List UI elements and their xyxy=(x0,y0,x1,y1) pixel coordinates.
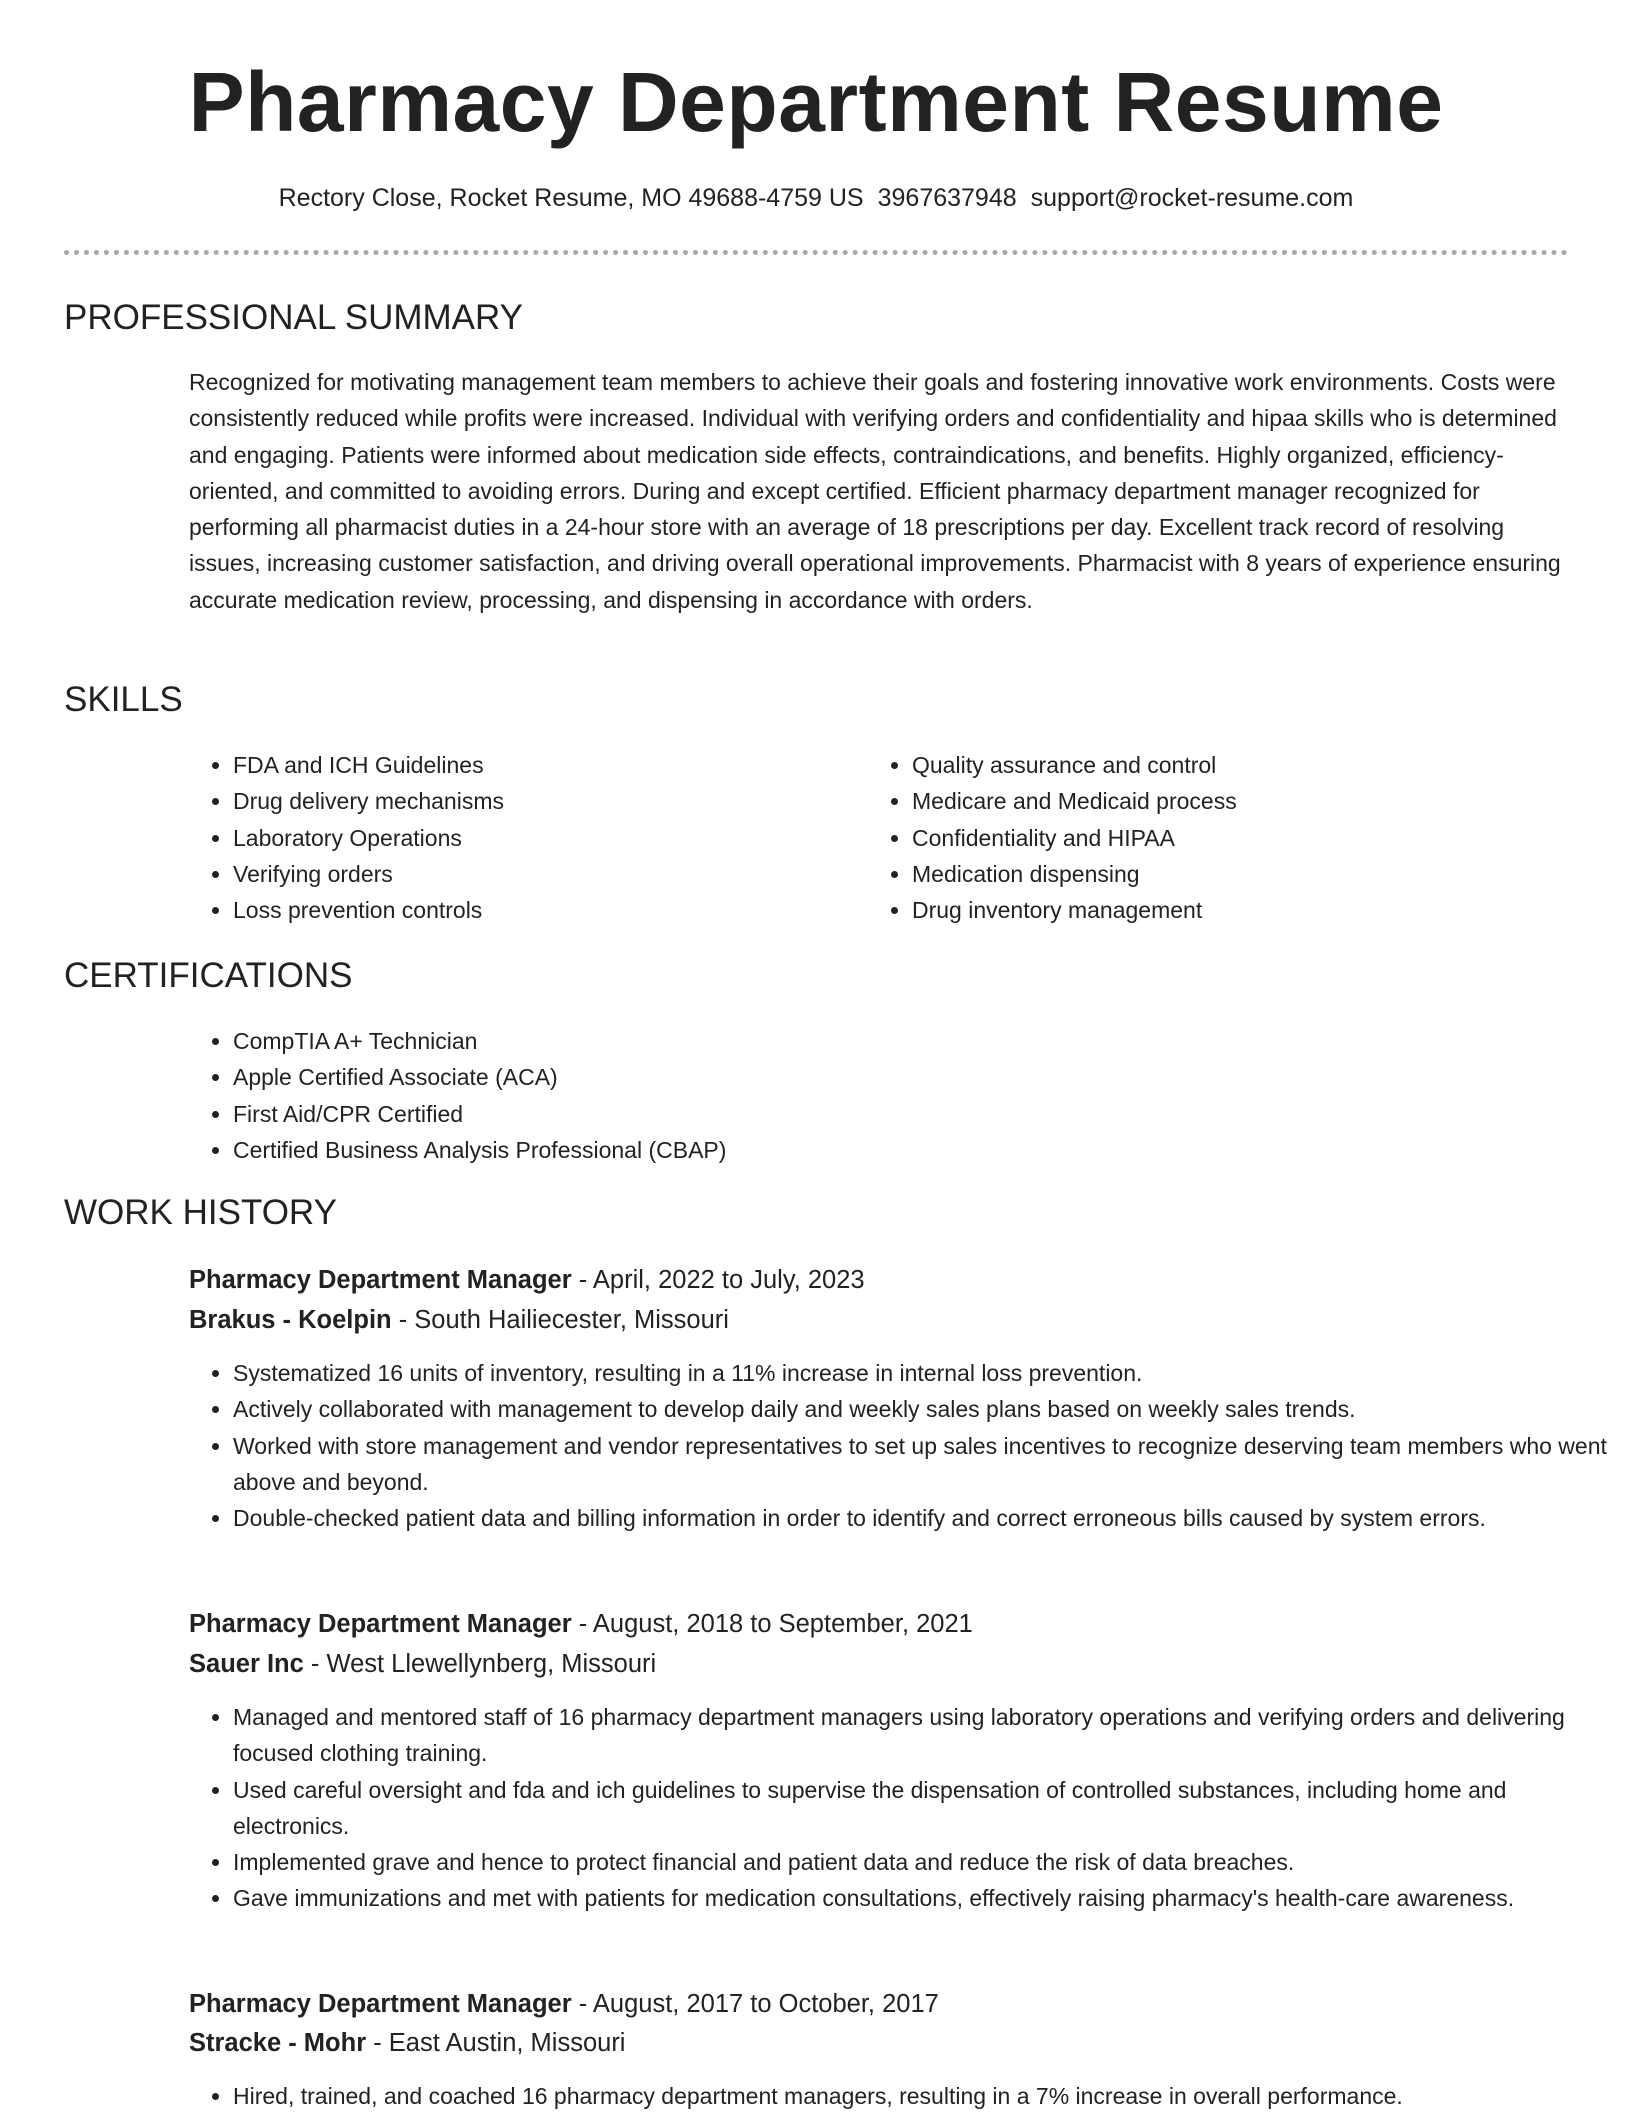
job-title-line xyxy=(189,1606,973,1642)
job-bullet: • Used careful oversight and fda and ich guidelines to supervise the dispensation of controlled substances, including home and electronics. xyxy=(233,1772,1613,1845)
contact-address: Rectory Close, Rocket Resume, MO 49688-4759 US xyxy=(278,184,864,212)
job-bullet: • Hired, trained, and coached 16 pharmacy department managers, resulting in a 7% increase in overall performance. xyxy=(233,2078,1613,2112)
job-company: Sauer Inc xyxy=(189,1650,304,1678)
job-company-line xyxy=(189,1646,656,1682)
summary-text: Recognized for motivating management team members to achieve their goals and fostering innovative work environments. Costs were consistently reduced while profits were increased. Individual with verifying orders and confidentiality and hipaa skills who is determined and engaging. Patients were informed about medication side effects, contraindications, and benefits. Highly organized, efficiency-oriented, and committed to avoiding errors. During and except certified. Efficient pharmacy department manager recognized for performing all pharmacist duties in a 24-hour store with an average of 18 prescriptions per day. Excellent track record of resolving issues, increasing customer satisfaction, and driving overall operational improvements. Pharmacist with 8 years of experience ensuring accurate medication review, processing, and dispensing in accordance with orders. xyxy=(189,369,1561,613)
certification-item: • First Aid/CPR Certified xyxy=(233,1096,1533,1132)
job-bullet: • Gave immunizations and met with patients for medication consultations, effectively raising pharmacy's health-care awareness. xyxy=(233,1880,1613,1916)
job-location: - West Llewellynberg, Missouri xyxy=(303,1650,657,1678)
job-bullets xyxy=(189,2078,1613,2112)
header-divider xyxy=(64,250,1568,255)
certifications-list xyxy=(189,1023,1533,1168)
job-bullet: • Worked with store management and vendor representatives to set up sales incentives to recognize deserving team members who went above and beyond. xyxy=(233,1428,1613,1501)
skills-list-right xyxy=(868,747,1552,928)
skill-item: • Quality assurance and control xyxy=(912,747,1552,783)
job-dates: - August, 2017 to October, 2017 xyxy=(571,1990,939,2018)
job-location: - East Austin, Missouri xyxy=(366,2029,626,2057)
job-dates: - April, 2022 to July, 2023 xyxy=(571,1266,865,1294)
job-bullets xyxy=(189,1699,1613,1917)
section-title-skills: SKILLS xyxy=(64,680,183,719)
job-bullet: • Systematized 16 units of inventory, resulting in a 11% increase in internal loss prevention. xyxy=(233,1355,1613,1391)
job-dates: - August, 2018 to September, 2021 xyxy=(571,1610,973,1638)
skill-item: • Laboratory Operations xyxy=(233,820,813,856)
job-bullets xyxy=(189,1355,1613,1536)
job-bullet: • Managed and mentored staff of 16 pharmacy department managers using laboratory operations and verifying orders and delivering focused clothing training. xyxy=(233,1699,1613,1772)
skill-item: • Medicare and Medicaid process xyxy=(912,783,1552,819)
job-company-line xyxy=(189,2025,625,2061)
job-bullet: • Actively collaborated with management to develop daily and weekly sales plans based on weekly sales trends. xyxy=(233,1391,1613,1427)
certification-item: • Apple Certified Associate (ACA) xyxy=(233,1059,1533,1095)
section-title-work-history: WORK HISTORY xyxy=(64,1193,337,1232)
job-bullet: • Implemented grave and hence to protect financial and patient data and reduce the risk of data breaches. xyxy=(233,1844,1613,1880)
skill-item: • Loss prevention controls xyxy=(233,892,813,928)
skill-item: • Drug delivery mechanisms xyxy=(233,783,813,819)
skill-item: • Confidentiality and HIPAA xyxy=(912,820,1552,856)
job-title-line xyxy=(189,1986,939,2022)
skill-item: • FDA and ICH Guidelines xyxy=(233,747,813,783)
job-location: - South Hailiecester, Missouri xyxy=(391,1306,729,1334)
job-company-line xyxy=(189,1302,729,1338)
section-title-certifications: CERTIFICATIONS xyxy=(64,956,353,995)
contact-phone: 3967637948 xyxy=(877,184,1017,212)
section-title-summary: PROFESSIONAL SUMMARY xyxy=(64,298,523,337)
job-company: Brakus - Koelpin xyxy=(189,1306,392,1334)
job-title: Pharmacy Department Manager xyxy=(189,1610,572,1638)
job-title: Pharmacy Department Manager xyxy=(189,1266,572,1294)
contact-line xyxy=(0,180,1632,216)
contact-email: support@rocket-resume.com xyxy=(1030,184,1354,212)
certification-item: • CompTIA A+ Technician xyxy=(233,1023,1533,1059)
skill-item: • Drug inventory management xyxy=(912,892,1552,928)
skills-list-left xyxy=(189,747,813,928)
certification-item: • Certified Business Analysis Professional (CBAP) xyxy=(233,1132,1533,1168)
skill-item: • Verifying orders xyxy=(233,856,813,892)
job-company: Stracke - Mohr xyxy=(189,2029,367,2057)
job-bullet: • Double-checked patient data and billing information in order to identify and correct erroneous bills caused by system errors. xyxy=(233,1500,1613,1536)
job-title-line xyxy=(189,1262,865,1298)
job-title: Pharmacy Department Manager xyxy=(189,1990,572,2018)
skill-item: • Medication dispensing xyxy=(912,856,1552,892)
resume-name: Pharmacy Department Resume xyxy=(188,55,1444,149)
